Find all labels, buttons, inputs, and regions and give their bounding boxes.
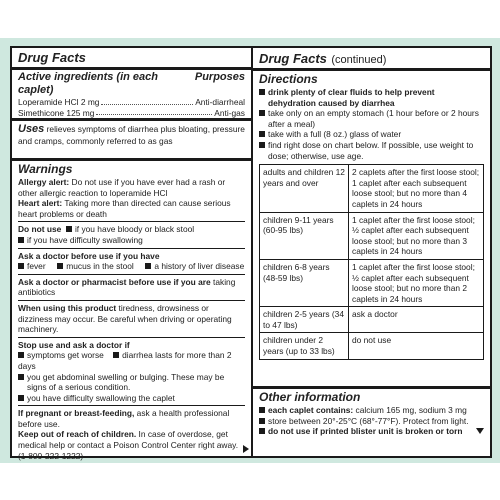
- other-information-heading: Other information: [259, 390, 361, 404]
- table-row: [260, 333, 484, 359]
- ask-pharmacist-label: Ask a doctor or pharmacist before use if you are: [18, 276, 211, 287]
- dose-cell: 1 caplet after the first loose stool; ½ caplet after each subsequent loose stool; but no more than 2 caplets in 24 hours: [349, 259, 484, 306]
- right-column: [253, 48, 490, 456]
- ingredient-purpose: Anti-gas: [214, 107, 245, 118]
- active-ingredients-section: [12, 50, 251, 118]
- direction-item: take with a full (8 oz.) glass of water: [268, 129, 402, 140]
- stop-use-item: symptoms get worse: [27, 350, 104, 361]
- checkbox-bullet-icon: [18, 263, 24, 269]
- warnings-heading: Warnings: [18, 162, 73, 176]
- pregnant-text: ask a health professional before use.: [18, 408, 230, 429]
- do-not-use-label: Do not use: [18, 224, 62, 235]
- continued-label: (continued): [331, 54, 387, 66]
- table-row: [260, 165, 484, 212]
- uses-heading: Uses: [18, 123, 45, 135]
- checkbox-bullet-icon: [18, 352, 24, 358]
- when-using-text: tiredness, drowsiness or dizziness may occur. Be careful when driving or operating machinery.: [18, 302, 232, 335]
- ingredient-name: Loperamide HCl 2 mg: [18, 97, 100, 107]
- ingredient-name: Simethicone 125 mg: [18, 107, 95, 118]
- checkbox-bullet-icon: [145, 263, 151, 269]
- age-cell: adults and children 12 years and over: [260, 165, 349, 212]
- uses-text: relieves symptoms of diarrhea plus bloating, pressure and cramps, commonly referred to as gas: [18, 124, 245, 146]
- checkbox-bullet-icon: [259, 407, 265, 413]
- drug-facts-panel: [10, 46, 492, 461]
- checkbox-bullet-icon: [18, 374, 24, 380]
- when-using-label: When using this product: [18, 302, 117, 313]
- uses-section: [12, 118, 251, 158]
- ingredient-row: [18, 108, 245, 119]
- other-info-text: store between 20°-25°C (68°-77°F). Protect from light.: [268, 415, 469, 426]
- table-row: [260, 307, 484, 333]
- checkbox-bullet-icon: [66, 226, 72, 232]
- ask-doctor-item: mucus in the stool: [66, 261, 134, 272]
- other-information-section: [253, 386, 490, 456]
- dose-cell: do not use: [349, 333, 484, 359]
- stop-use-item: you have difficulty swallowing the caplet: [27, 392, 175, 403]
- dose-cell: 1 caplet after the first loose stool; ½ caplet after each subsequent loose stool; but no more than 3 caplets in 24 hours: [349, 212, 484, 259]
- dose-cell: 2 caplets after the first loose stool; 1 caplet after each subsequent loose stool; but no more than 4 caplets in 24 hours: [349, 165, 484, 212]
- pregnant-label: If pregnant or breast-feeding,: [18, 408, 135, 419]
- allergy-alert-text: Do not use if you have ever had a rash or other allergic reaction to loperamide HCl: [18, 177, 226, 198]
- drug-facts-title: Drug Facts: [259, 51, 327, 66]
- continued-title-row: [253, 50, 490, 66]
- ask-doctor-list: [18, 261, 245, 272]
- ask-doctor-item: a history of liver disease: [154, 261, 245, 272]
- checkbox-bullet-icon: [259, 142, 265, 148]
- heart-alert-label: Heart alert:: [18, 198, 63, 209]
- checkbox-bullet-icon: [259, 89, 265, 95]
- purposes-heading: Purposes: [194, 71, 245, 83]
- stop-use-item: you get abdominal swelling or bulging. These may be signs of a serious condition.: [27, 371, 225, 393]
- ingredient-row: [18, 97, 245, 108]
- age-cell: children 6-8 years (48-59 lbs): [260, 259, 349, 306]
- stop-use-heading: Stop use and ask a doctor if: [18, 339, 130, 350]
- directions-section: [253, 68, 490, 386]
- checkbox-bullet-icon: [259, 110, 265, 116]
- keep-out-label: Keep out of reach of children.: [18, 429, 137, 440]
- other-info-label: each caplet contains:: [268, 405, 354, 415]
- direction-item: find right dose on chart below. If possible, use weight to dose; otherwise, use age.: [268, 139, 474, 161]
- keep-out-text: In case of overdose, get medical help or contact a Poison Control Center right away. (1-800-222-1222): [18, 429, 239, 461]
- dosage-table: [259, 164, 484, 360]
- checkbox-bullet-icon: [113, 352, 119, 358]
- warnings-section: [12, 158, 251, 461]
- age-cell: children 9-11 years (60-95 lbs): [260, 212, 349, 259]
- ask-doctor-heading: Ask a doctor before use if you have: [18, 250, 160, 261]
- directions-heading: Directions: [259, 72, 318, 86]
- do-not-use-item: if you have difficulty swallowing: [27, 234, 143, 245]
- ask-pharmacist-text: taking antibiotics: [18, 276, 236, 298]
- continue-arrow-icon: [243, 445, 249, 453]
- active-ingredients-heading: Active ingredients (in each caplet): [18, 71, 158, 96]
- checkbox-bullet-icon: [57, 263, 63, 269]
- checkbox-bullet-icon: [18, 395, 24, 401]
- heart-alert-text: Taking more than directed can cause serious heart problems or death: [18, 198, 231, 219]
- direction-item: take only on an empty stomach (1 hour before or 2 hours after a meal): [268, 108, 479, 129]
- stop-use-item: diarrhea lasts for more than 2 days: [18, 350, 232, 371]
- checkbox-bullet-icon: [259, 131, 265, 137]
- table-row: [260, 259, 484, 306]
- checkbox-bullet-icon: [259, 418, 265, 424]
- do-not-use-item: if you have bloody or black stool: [74, 224, 195, 235]
- ask-doctor-item: fever: [27, 261, 46, 272]
- drug-facts-title: Drug Facts: [18, 50, 86, 65]
- table-row: [260, 212, 484, 259]
- checkbox-bullet-icon: [18, 237, 24, 243]
- left-column: [12, 48, 253, 461]
- age-cell: children 2-5 years (34 to 47 lbs): [260, 307, 349, 333]
- ingredient-purpose: Anti-diarrheal: [195, 97, 245, 107]
- allergy-alert-label: Allergy alert:: [18, 177, 70, 187]
- checkbox-bullet-icon: [259, 428, 265, 434]
- dose-cell: ask a doctor: [349, 307, 484, 333]
- other-info-label: do not use if printed blister unit is broken or torn: [268, 426, 463, 437]
- other-info-text: calcium 165 mg, sodium 3 mg: [355, 405, 467, 415]
- age-cell: children under 2 years (up to 33 lbs): [260, 333, 349, 359]
- direction-item: drink plenty of clear fluids to help prevent dehydration caused by diarrhea: [268, 87, 435, 108]
- down-arrow-icon: [476, 428, 484, 434]
